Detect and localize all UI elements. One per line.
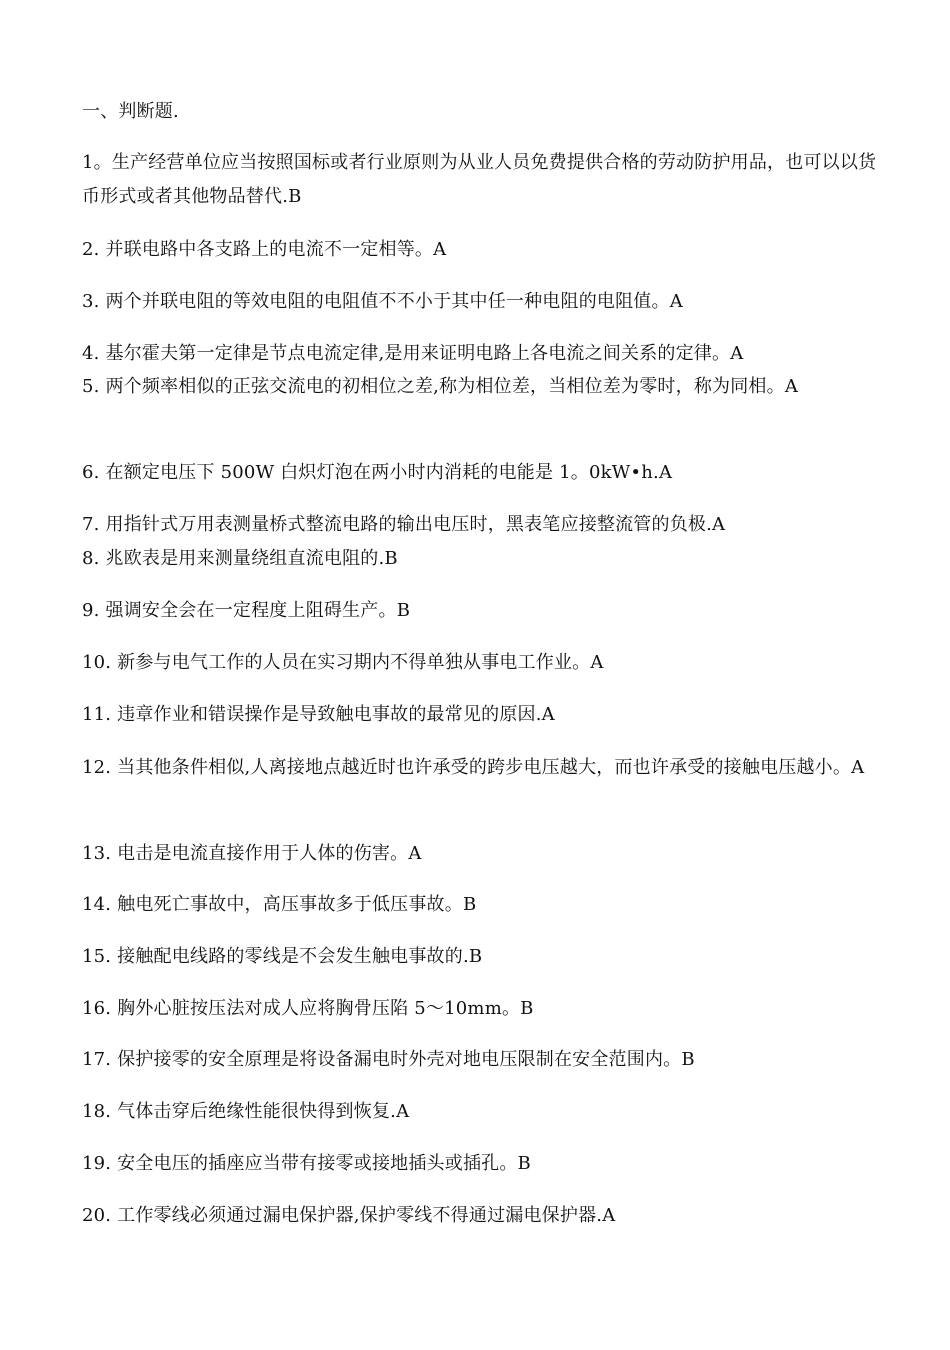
question-13: 13. 电击是电流直接作用于人体的伤害。A (82, 843, 422, 864)
question-20: 20. 工作零线必须通过漏电保护器,保护零线不得通过漏电保护器.A (82, 1205, 616, 1226)
question-19: 19. 安全电压的插座应当带有接零或接地插头或插孔。B (82, 1153, 531, 1174)
question-2: 2. 并联电路中各支路上的电流不一定相等。A (82, 239, 447, 260)
section-title: 一、判断题. (82, 101, 179, 122)
question-6: 6. 在额定电压下 500W 白炽灯泡在两小时内消耗的电能是 1。0kW•h.A (82, 462, 673, 483)
question-17: 17. 保护接零的安全原理是将设备漏电时外壳对地电压限制在安全范围内。B (82, 1049, 695, 1070)
question-9: 9. 强调安全会在一定程度上阻碍生产。B (82, 600, 411, 621)
question-12: 12. 当其他条件相似,人离接地点越近时也许承受的跨步电压越大，而也许承受的接触电压越小。A (82, 757, 865, 778)
question-18: 18. 气体击穿后绝缘性能很快得到恢复.A (82, 1101, 410, 1122)
question-3: 3. 两个并联电阻的等效电阻的电阻值不不小于其中任一种电阻的电阻值。A (82, 291, 683, 312)
question-11: 11. 违章作业和错误操作是导致触电事故的最常见的原因.A (82, 704, 555, 725)
question-16: 16. 胸外心脏按压法对成人应将胸骨压陷 5～10mm。B (82, 998, 534, 1019)
question-15: 15. 接触配电线路的零线是不会发生触电事故的.B (82, 946, 483, 967)
question-10: 10. 新参与电气工作的人员在实习期内不得单独从事电工作业。A (82, 652, 604, 673)
question-1: 1。生产经营单位应当按照国标或者行业原则为从业人员免费提供合格的劳动防护用品，也可以以货币形式或者其他物品替代.B (82, 152, 877, 207)
question-4: 4. 基尔霍夫第一定律是节点电流定律,是用来证明电路上各电流之间关系的定律。A (82, 343, 744, 364)
question-7: 7. 用指针式万用表测量桥式整流电路的输出电压时，黑表笔应接整流管的负极.A (82, 514, 726, 535)
question-5: 5. 两个频率相似的正弦交流电的初相位之差,称为相位差，当相位差为零时，称为同相。A (82, 376, 799, 397)
question-8: 8. 兆欧表是用来测量绕组直流电阻的.B (82, 548, 398, 569)
question-14: 14. 触电死亡事故中，高压事故多于低压事故。B (82, 894, 477, 915)
